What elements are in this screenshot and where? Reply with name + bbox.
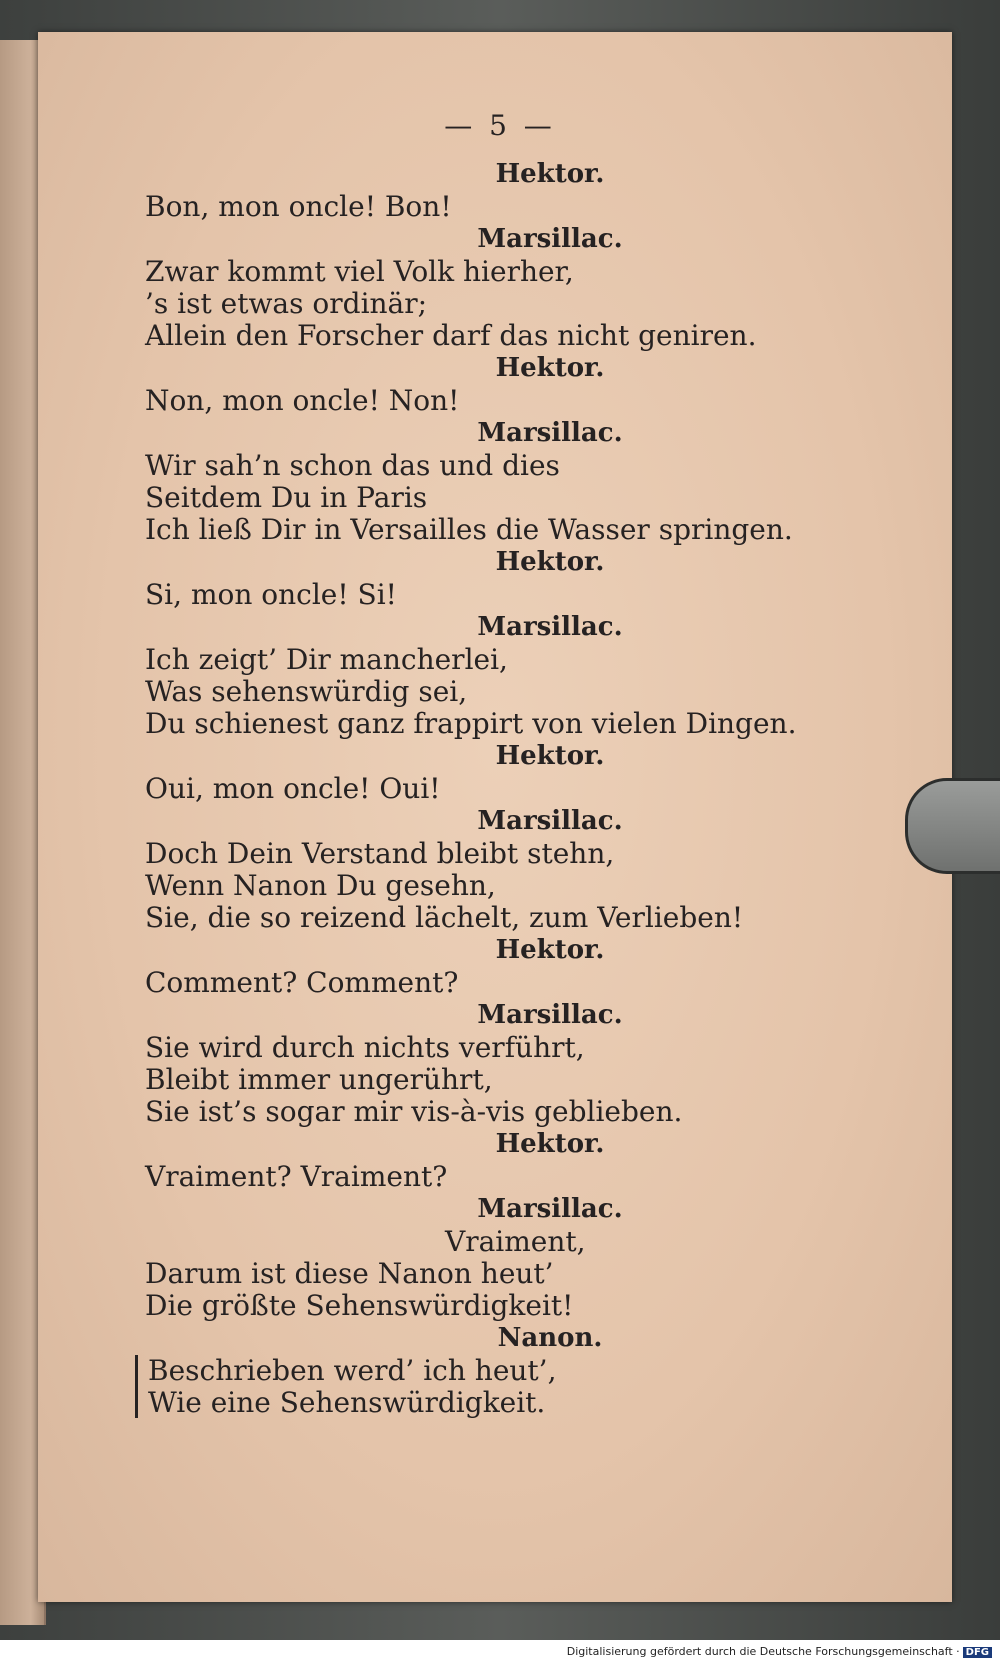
page-number: — 5 —: [444, 109, 556, 142]
scanner-clip: [905, 778, 1000, 874]
verse-line: Vraiment? Vraiment?: [145, 1160, 448, 1193]
speaker-name: Hektor.: [495, 159, 605, 189]
verse-line: ’s ist etwas ordinär;: [145, 287, 428, 320]
speaker-name: Marsillac.: [477, 612, 623, 642]
verse-line: Beschrieben werd’ ich heut’,: [148, 1354, 557, 1387]
dfg-logo: DFG: [963, 1647, 992, 1658]
verse-line: Oui, mon oncle! Oui!: [145, 772, 441, 805]
verse-line: Si, mon oncle! Si!: [145, 578, 397, 611]
footer-text: Digitalisierung gefördert durch die Deutsche Forschungsgemeinschaft ·: [566, 1645, 960, 1658]
speaker-name: Hektor.: [495, 1129, 605, 1159]
verse-line: Wie eine Sehenswürdigkeit.: [148, 1386, 546, 1419]
verse-line: Ich zeigt’ Dir mancherlei,: [145, 643, 508, 676]
verse-line: Wenn Nanon Du gesehn,: [145, 869, 496, 902]
verse-line: Vraiment,: [445, 1225, 586, 1258]
verse-line: Allein den Forscher darf das nicht geniren.: [145, 319, 757, 352]
verse-line: Du schienest ganz frappirt von vielen Dingen.: [145, 707, 797, 740]
funding-footer: [567, 1645, 992, 1658]
verse-line: Die größte Sehenswürdigkeit!: [145, 1289, 574, 1322]
verse-line: Darum ist diese Nanon heut’: [145, 1257, 554, 1290]
speaker-name: Hektor.: [495, 547, 605, 577]
page-text: [145, 109, 797, 1419]
verse-line: Doch Dein Verstand bleibt stehn,: [145, 837, 615, 870]
verse-line: Seitdem Du in Paris: [145, 481, 428, 514]
speaker-name: Hektor.: [495, 741, 605, 771]
verse-line: Comment? Comment?: [145, 966, 459, 999]
speaker-name: Marsillac.: [477, 1000, 623, 1030]
speaker-name: Hektor.: [495, 935, 605, 965]
verse-line: Zwar kommt viel Volk hierher,: [145, 255, 574, 288]
verse-line: Bon, mon oncle! Bon!: [145, 190, 452, 223]
verse-line: Was sehenswürdig sei,: [145, 675, 468, 708]
verse-line: Sie ist’s sogar mir vis-à-vis geblieben.: [145, 1095, 683, 1128]
verse-line: Non, mon oncle! Non!: [145, 384, 460, 417]
speaker-name: Nanon.: [497, 1323, 603, 1353]
speaker-name: Marsillac.: [477, 224, 623, 254]
speaker-name: Marsillac.: [477, 806, 623, 836]
verse-line: Ich ließ Dir in Versailles die Wasser springen.: [145, 513, 793, 546]
bracketed-lines: [135, 1355, 785, 1418]
speaker-name: Marsillac.: [477, 1194, 623, 1224]
verse-line: Bleibt immer ungerührt,: [145, 1063, 493, 1096]
speaker-name: Marsillac.: [477, 418, 623, 448]
speaker-name: Hektor.: [495, 353, 605, 383]
verse-line: Sie wird durch nichts verführt,: [145, 1031, 585, 1064]
verse-line: Wir sah’n schon das und dies: [145, 449, 560, 482]
dialogue-lines: [145, 159, 797, 1322]
verse-line: Sie, die so reizend lächelt, zum Verlieben!: [145, 901, 744, 934]
